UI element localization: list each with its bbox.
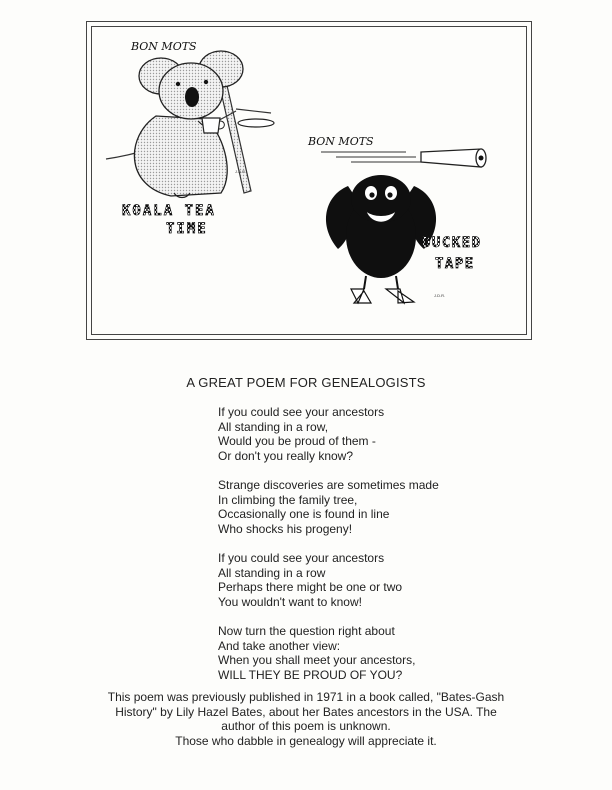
footnote-line: Those who dabble in genealogy will appreciate it. [175, 733, 437, 748]
left-panel-signature: J.D.R. [235, 169, 247, 174]
poem-line: Strange discoveries are sometimes made [218, 477, 439, 492]
poem-line: Now turn the question right about [218, 623, 395, 638]
duck-illustration [326, 175, 436, 303]
right-panel-brand: BON MOTS [308, 135, 374, 148]
footnote-line: author of this poem is unknown. [221, 719, 391, 733]
poem-line: When you shall meet your ancestors, [218, 653, 416, 668]
poem-line: If you could see your ancestors [218, 550, 385, 565]
illustration-area [86, 21, 532, 340]
poem-title: A GREAT POEM FOR GENEALOGISTS [186, 375, 426, 390]
footnote-line: History" by Lily Hazel Bates, about her Bates ancestors in the USA. The [115, 704, 497, 719]
left-panel-caption-line2: TIME [166, 221, 208, 237]
poem-line: All standing in a row, [218, 419, 329, 434]
koala-illustration [106, 51, 274, 198]
poem-line: Who shocks his progeny! [218, 521, 353, 536]
poem-line: Occasionally one is found in line [218, 507, 390, 522]
poem-stanza [218, 551, 518, 609]
poem-body [218, 405, 518, 697]
left-panel-caption-line1: KOALA TEA [122, 203, 216, 219]
poem-stanza [218, 405, 518, 463]
right-panel-caption-line2: TAPE [435, 256, 475, 272]
poem-line: Or don't you really know? [218, 448, 354, 463]
footnote [90, 690, 522, 748]
poem-line: You wouldn't want to know! [218, 594, 362, 609]
right-panel-signature: J.D.R. [434, 293, 446, 298]
poem-line: If you could see your ancestors [218, 405, 385, 419]
poem-stanza [218, 478, 518, 536]
tape-roll-illustration [321, 149, 486, 167]
poem-line: All standing in a row [218, 565, 326, 580]
right-panel-caption-line1: DUCKED [422, 235, 482, 251]
poem-line: Would you be proud of them - [218, 434, 376, 449]
poem-line: Perhaps there might be one or two [218, 580, 403, 595]
footnote-line: This poem was previously published in 1971 in a book called, "Bates-Gash [107, 690, 505, 704]
poem-stanza [218, 624, 518, 682]
poem-line: In climbing the family tree, [218, 492, 358, 507]
left-panel-brand: BON MOTS [131, 40, 197, 53]
poem-line: WILL THEY BE PROUD OF YOU? [218, 667, 403, 682]
poem-line: And take another view: [218, 638, 341, 653]
